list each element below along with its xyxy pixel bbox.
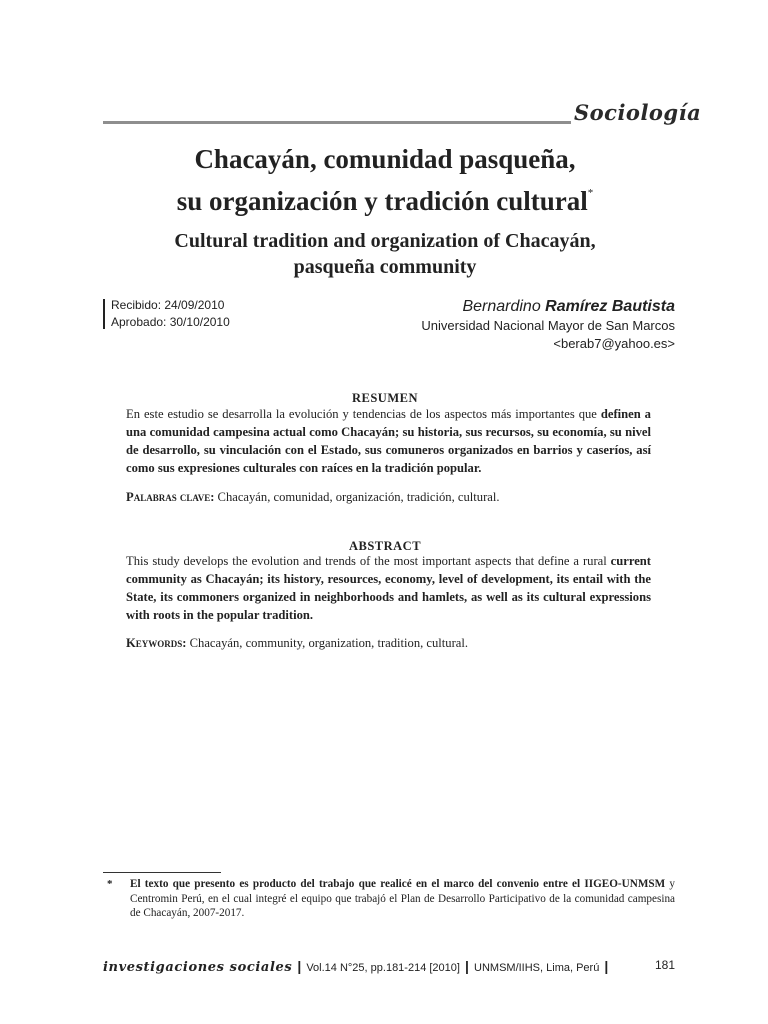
section-rule <box>103 121 571 124</box>
dates-block <box>111 297 230 331</box>
author-affiliation: Universidad Nacional Mayor de San Marcos <box>421 318 675 333</box>
resumen-heading: RESUMEN <box>351 391 418 405</box>
received-date: Recibido: 24/09/2010 <box>111 298 225 312</box>
author-email[interactable]: <berab7@yahoo.es> <box>553 336 675 351</box>
article-title <box>90 142 680 218</box>
section-name: Sociología <box>574 100 702 125</box>
footnote-text <box>130 877 675 921</box>
title-line-2 <box>90 176 680 218</box>
title-line-2-text: su organización y tradición cultural <box>176 186 588 216</box>
abstract-keywords <box>126 634 651 652</box>
keywords-en: Chacayán, community, organization, tradition, cultural. <box>186 636 469 650</box>
title-line-1: Chacayán, comunidad pasqueña, <box>194 144 576 174</box>
title-footnote-marker[interactable]: * <box>587 187 594 199</box>
abstract-text-1: This study develops the evolution and trends of the most important aspects that define a rural <box>126 554 611 568</box>
footnote-rule <box>103 872 221 873</box>
page-number: 181 <box>654 958 675 972</box>
resumen-keywords <box>126 488 651 506</box>
abstract-text <box>126 552 651 624</box>
keywords-label-es: Palabras clave: <box>126 490 215 504</box>
volume-info: Vol.14 N°25, pp.181-214 [2010] <box>306 962 460 974</box>
journal-name: investigaciones sociales <box>103 960 293 975</box>
resumen-text-3: en barrios y caseríos, así como sus expresiones culturales con raíces en la tradición popular. <box>126 443 652 475</box>
author-name <box>330 297 675 317</box>
abstract-heading: ABSTRACT <box>348 539 422 553</box>
article-title-english <box>90 228 680 280</box>
author-block <box>330 297 675 353</box>
footnote-marker: * <box>107 878 113 890</box>
footnote-text-1: El texto que presento es producto del trabajo que realicé en el marco del convenio entre el IIGEO-UNMSM <box>130 878 670 890</box>
author-last-name: Ramírez Bautista <box>545 298 675 315</box>
publisher-info: UNMSM/IIHS, Lima, Perú <box>474 962 600 974</box>
english-title-line-1: Cultural tradition and organization of Chacayán, <box>174 230 596 252</box>
keywords-es: Chacayán, comunidad, organización, tradición, cultural. <box>214 490 500 504</box>
resumen-text <box>126 405 651 477</box>
footer-separator: | <box>604 958 609 974</box>
abstract-text-2: current community as Chacayán; its history, resources, economy, level of development, its entail with the State, its commoners organized in neighborhoods and hamlets, as well as its cultural expressions with roots in the popular tradition. <box>126 554 651 622</box>
footer-separator: | <box>297 958 302 974</box>
approved-date: Aprobado: 30/10/2010 <box>111 315 230 329</box>
author-first-name: Bernardino <box>462 298 546 315</box>
dates-bar <box>103 299 105 329</box>
page-footer <box>103 958 609 975</box>
footnote-text-2: y Centromin Perú, en el cual integré el equipo que trabajó el Plan de Desarrollo Participativo de la comunidad campesina de Chacayán, 2007-2017. <box>130 878 675 919</box>
keywords-label-en: Keywords: <box>126 636 187 650</box>
footer-separator: | <box>465 958 469 974</box>
resumen-text-2: definen a una comunidad campesina actual como Chacayán; su historia, sus recursos, su economía, su nivel de desarrollo, su vinculación con el Estado, sus comuneros organizados <box>126 407 651 457</box>
resumen-text-1: En este estudio se desarrolla la evolución y tendencias de los aspectos más importantes que <box>126 407 601 421</box>
english-title-line-2: pasqueña community <box>293 256 477 278</box>
